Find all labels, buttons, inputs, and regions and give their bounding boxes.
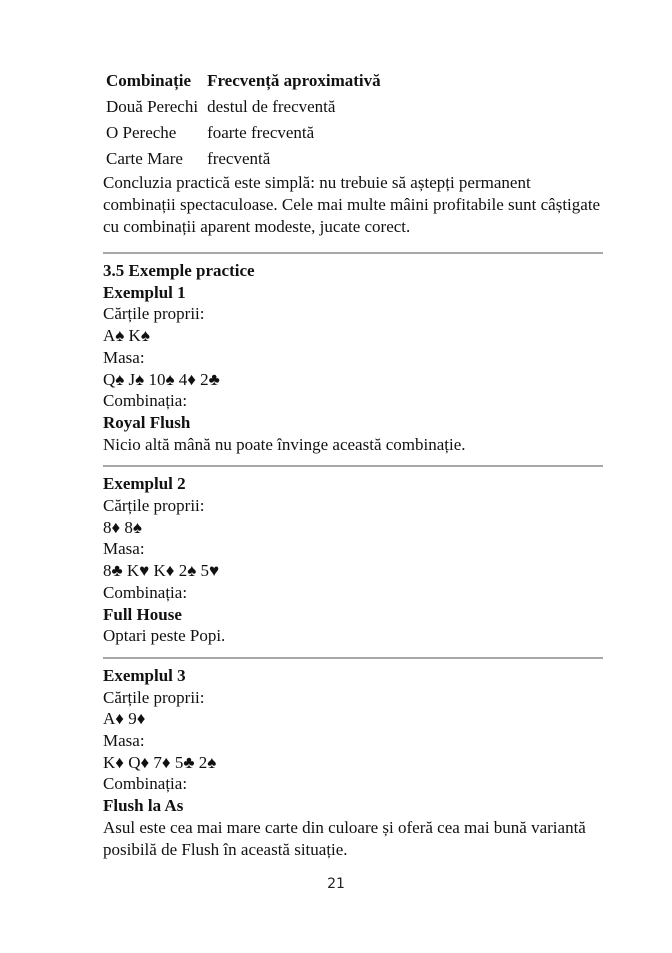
board-cards: Q♠ J♠ 10♠ 4♦ 2♣ — [103, 369, 220, 389]
board-label: Masa: — [103, 539, 145, 559]
example-title: Exemplul 2 — [103, 474, 186, 494]
own-cards-label: Cărțile proprii: — [103, 304, 205, 324]
board-label: Masa: — [103, 731, 145, 751]
column-header-frequency: Frecvență aproximativă — [207, 71, 381, 90]
example-note: Optari peste Popi. — [103, 626, 226, 646]
board-cards: 8♣ K♥ K♦ 2♠ 5♥ — [103, 561, 220, 581]
column-header-combination: Combinație — [106, 71, 191, 90]
page-content — [103, 68, 603, 860]
table-row — [103, 94, 387, 120]
section-title: 3.5 Exemple practice — [103, 261, 255, 280]
combination-label: Combinația: — [103, 582, 188, 602]
table-cell-combination: Două Perechi — [106, 97, 199, 116]
table-cell-frequency: destul de frecventă — [207, 97, 336, 116]
table-cell-frequency: foarte frecventă — [207, 123, 315, 142]
own-cards: A♠ K♠ — [103, 326, 150, 346]
table-cell-combination: Carte Mare — [106, 149, 183, 168]
combination-label: Combinația: — [103, 774, 188, 794]
own-cards-label: Cărțile proprii: — [103, 496, 205, 516]
table-row — [103, 146, 387, 172]
page-number: 21 — [327, 876, 345, 892]
combination-label: Combinația: — [103, 391, 188, 411]
combination-name: Full House — [103, 604, 182, 624]
table-cell-frequency: frecventă — [207, 149, 271, 168]
example-block-1 — [103, 282, 603, 456]
conclusion-paragraph: Concluzia practică este simplă: nu trebuie să aștepți permanent combinații spectaculoase. Cele mai multe mâini profitabile sunt câștigate cu combinații aparent modeste, jucate corect. — [103, 173, 601, 236]
table-header-row — [103, 68, 387, 94]
section-divider — [103, 252, 603, 254]
own-cards: A♦ 9♦ — [103, 709, 146, 729]
board-cards: K♦ Q♦ 7♦ 5♣ 2♠ — [103, 752, 217, 772]
section-divider — [103, 465, 603, 467]
example-note: Asul este cea mai mare carte din culoare și oferă cea mai bună variantă posibilă de Flush în această situație. — [103, 817, 586, 859]
example-block-2 — [103, 473, 603, 647]
table-row — [103, 120, 387, 146]
example-title: Exemplul 1 — [103, 282, 186, 302]
table-cell-combination: O Pereche — [106, 123, 177, 142]
example-note: Nicio altă mână nu poate învinge această combinație. — [103, 434, 466, 454]
example-block-3 — [103, 665, 603, 860]
own-cards: 8♦ 8♠ — [103, 517, 142, 537]
section-divider — [103, 657, 603, 659]
combination-name: Royal Flush — [103, 412, 191, 432]
example-title: Exemplul 3 — [103, 665, 186, 685]
combination-name: Flush la As — [103, 796, 184, 816]
board-label: Masa: — [103, 347, 145, 367]
frequency-table — [103, 68, 387, 172]
own-cards-label: Cărțile proprii: — [103, 687, 205, 707]
